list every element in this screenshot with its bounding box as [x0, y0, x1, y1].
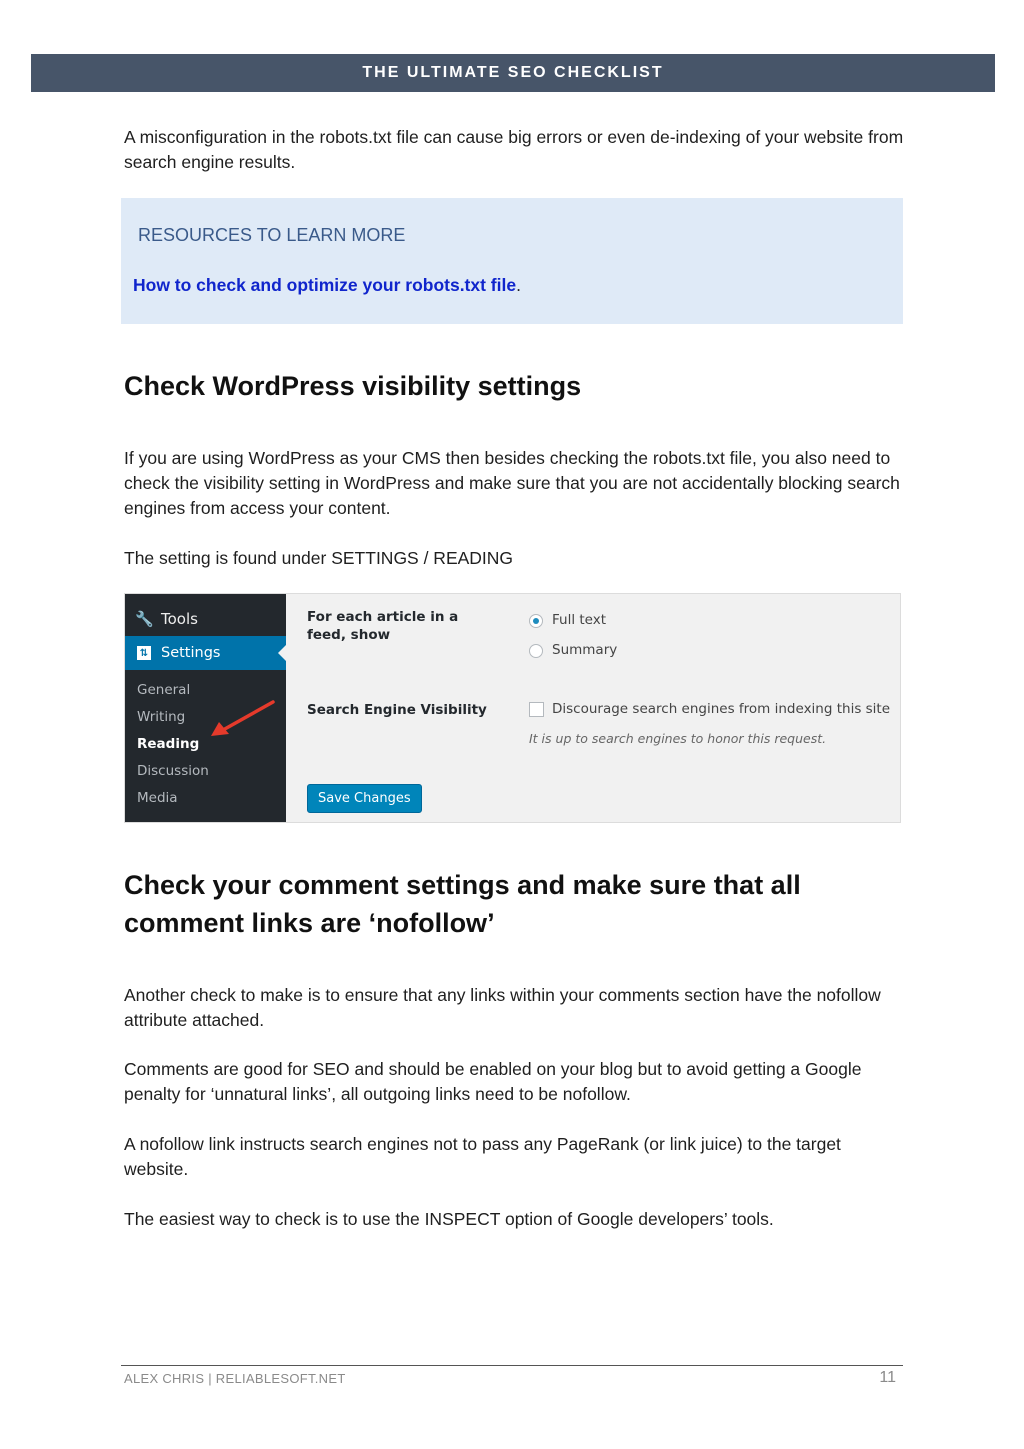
wp-admin-sidebar: [125, 594, 286, 823]
nofollow-definition-paragraph: A nofollow link instructs search engines not to pass any PageRank (or link juice) to the target website.: [124, 1134, 841, 1179]
full-text-option-label: Full text: [552, 612, 607, 628]
feed-setting-label: For each article in a feed, show: [307, 609, 459, 643]
discourage-search-engines-label: Discourage search engines from indexing this site: [552, 701, 891, 717]
wp-submenu-general[interactable]: General: [137, 682, 191, 698]
wordpress-visibility-paragraph: If you are using WordPress as your CMS then besides checking the robots.txt file, you also need to check the visibility setting in WordPress and make sure that you are not accidentally blocking search engines from access your content.: [124, 448, 900, 518]
footer-divider: [121, 1365, 903, 1366]
wp-submenu-discussion[interactable]: Discussion: [137, 763, 209, 779]
resources-heading: RESOURCES TO LEARN MORE: [138, 225, 406, 245]
wp-submenu-media[interactable]: Media: [137, 790, 178, 806]
footer-author: ALEX CHRIS | RELIABLESOFT.NET: [124, 1371, 346, 1386]
wordpress-visibility-heading: Check WordPress visibility settings: [124, 371, 582, 401]
wordpress-reading-settings-screenshot: [124, 593, 901, 823]
document-header-bar: [31, 54, 995, 92]
red-arrow-annotation: [207, 698, 279, 738]
summary-radio[interactable]: [529, 644, 543, 658]
summary-option-label: Summary: [552, 642, 618, 658]
wrench-icon: 🔧: [135, 610, 154, 628]
wp-submenu-writing[interactable]: Writing: [137, 709, 186, 725]
wp-menu-settings-label: Settings: [161, 645, 221, 661]
comments-seo-paragraph: Comments are good for SEO and should be enabled on your blog but to avoid getting a Google penalty for ‘unnatural links’, all outgoing links need to be nofollow.: [124, 1059, 862, 1104]
resources-box: [121, 198, 903, 324]
resources-link-line: [133, 275, 521, 296]
nofollow-check-paragraph: Another check to make is to ensure that any links within your comments section have the nofollow attribute attached.: [124, 985, 881, 1030]
document-header-title: THE ULTIMATE SEO CHECKLIST: [362, 64, 664, 81]
resources-link-trailing: .: [516, 275, 521, 295]
intro-paragraph: A misconfiguration in the robots.txt file can cause big errors or even de-indexing of your website from search engine results.: [124, 127, 904, 172]
wp-menu-settings[interactable]: [125, 636, 286, 670]
inspect-tip-paragraph: The easiest way to check is to use the INSPECT option of Google developers’ tools.: [124, 1209, 774, 1229]
visibility-note: It is up to search engines to honor this request.: [529, 731, 827, 746]
settings-location-paragraph: The setting is found under SETTINGS / READING: [124, 548, 514, 568]
discourage-search-engines-checkbox[interactable]: [529, 702, 544, 717]
active-menu-notch: [278, 645, 286, 661]
save-changes-button[interactable]: Save Changes: [307, 784, 422, 813]
wp-menu-tools[interactable]: [125, 604, 286, 634]
search-engine-visibility-label: Search Engine Visibility: [307, 702, 487, 718]
comment-settings-heading: Check your comment settings and make sure that all comment links are ‘nofollow’: [124, 870, 801, 938]
full-text-radio[interactable]: [529, 614, 543, 628]
wp-menu-tools-label: Tools: [161, 610, 198, 628]
page-number: 11: [879, 1369, 896, 1386]
robots-txt-guide-link[interactable]: How to check and optimize your robots.txt file: [133, 275, 517, 295]
wp-submenu-reading[interactable]: Reading: [137, 736, 200, 752]
settings-sliders-icon: ⇅: [137, 646, 151, 660]
